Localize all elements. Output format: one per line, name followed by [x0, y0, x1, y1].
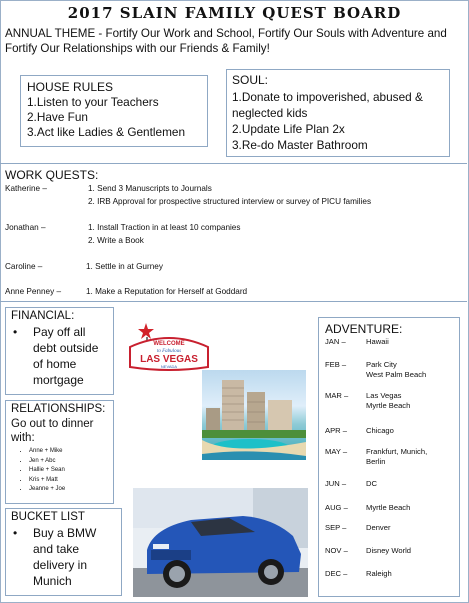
work-person-name: Jonathan – — [5, 223, 46, 232]
bullet-icon: • — [13, 325, 18, 339]
adventure-month: NOV – — [325, 546, 348, 555]
work-quests-section — [0, 163, 467, 302]
las-vegas-sign-image — [124, 315, 214, 375]
adventure-destination: DC — [366, 479, 377, 488]
adventure-month: APR – — [325, 426, 347, 435]
page-title: 2017 SLAIN FAMILY QUEST BOARD — [67, 4, 402, 22]
hawaii-resort-photo — [202, 370, 306, 460]
relationship-item: • Hallie + Sean — [29, 466, 108, 476]
vegas-sign-to: to Fabulous — [156, 349, 182, 354]
work-person-name: Katherine – — [5, 184, 47, 193]
adventure-destination: Hawaii — [366, 337, 389, 346]
bucket-list-title: BUCKET LIST — [11, 511, 85, 523]
adventure-month: FEB – — [325, 360, 347, 369]
work-task: 1. Install Traction in at least 10 companies — [88, 223, 241, 232]
vegas-sign-city: LAS VEGAS — [140, 354, 198, 365]
work-task: 2. IRB Approval for prospective structured interview or survey of PICU families — [88, 197, 372, 206]
work-quests-title: WORK QUESTS: — [5, 168, 99, 182]
adventure-destination: Chicago — [366, 426, 394, 435]
relationship-item: • Anne + Mike — [29, 447, 108, 457]
house-rule-item: 2.Have Fun — [27, 110, 88, 124]
financial-title: FINANCIAL: — [11, 310, 75, 322]
bullet-icon: • — [13, 526, 18, 540]
work-task: 2. Write a Book — [88, 236, 144, 245]
adventure-month: DEC – — [325, 569, 348, 578]
adventure-month: JAN – — [325, 337, 346, 346]
soul-box — [226, 69, 450, 157]
vegas-sign-welcome: WELCOME — [153, 341, 185, 347]
soul-title: SOUL: — [232, 73, 269, 87]
soul-item: 3.Re-do Master Bathroom — [232, 138, 368, 152]
work-person-name: Caroline – — [5, 262, 43, 271]
soul-item: 1.Donate to impoverished, abused & neglected kids — [232, 90, 423, 120]
adventure-destination: Frankfurt, Munich, Berlin — [366, 447, 428, 466]
adventure-destination: Raleigh — [366, 569, 392, 578]
relationships-box — [5, 400, 114, 504]
adventure-month: AUG – — [325, 503, 348, 512]
soul-item: 2.Update Life Plan 2x — [232, 122, 345, 136]
adventure-destination: Denver — [366, 523, 391, 532]
relationship-item: • Jen + Abc — [29, 457, 108, 467]
annual-theme: ANNUAL THEME - Fortify Our Work and School, Fortify Our Souls with Adventure and Fortify Our Relationships with our Friends & Family! — [5, 27, 447, 55]
relationship-item: • Kris + Matt — [29, 476, 108, 486]
bucket-list-box — [5, 508, 122, 596]
adventure-title: ADVENTURE: — [325, 322, 403, 336]
work-task: 1. Settle in at Gurney — [86, 262, 163, 271]
work-task: 1. Send 3 Manuscripts to Journals — [88, 184, 212, 193]
bucket-list-item: • Buy a BMW and take delivery in Munich — [13, 526, 97, 588]
work-task: 1. Make a Reputation for Herself at Goddard — [86, 287, 248, 296]
house-rules-title: HOUSE RULES — [27, 80, 114, 94]
work-person-name: Anne Penney – — [5, 287, 61, 296]
adventure-month: MAY – — [325, 447, 348, 456]
house-rules-box — [20, 75, 208, 147]
financial-box — [5, 307, 114, 395]
adventure-destination: Park City West Palm Beach — [366, 360, 427, 379]
adventure-destination: Disney World — [366, 546, 412, 555]
financial-item: • Pay off all debt outside of home mortgage — [13, 325, 99, 387]
vegas-sign-state: NEVADA — [160, 364, 178, 369]
adventure-destination: Las Vegas Myrtle Beach — [366, 391, 411, 410]
relationships-title: RELATIONSHIPS: — [11, 403, 106, 415]
adventure-month: JUN – — [325, 479, 347, 488]
house-rule-item: 1.Listen to your Teachers — [27, 95, 159, 109]
adventure-destination: Myrtle Beach — [366, 503, 411, 512]
house-rule-item: 3.Act like Ladies & Gentlemen — [27, 125, 186, 139]
bmw-car-photo — [133, 488, 308, 597]
relationships-subtitle: Go out to dinner with: — [11, 418, 94, 444]
adventure-month: MAR – — [325, 391, 349, 400]
adventure-month: SEP – — [325, 523, 347, 532]
relationship-item: • Jeanne + Joe — [29, 485, 108, 495]
